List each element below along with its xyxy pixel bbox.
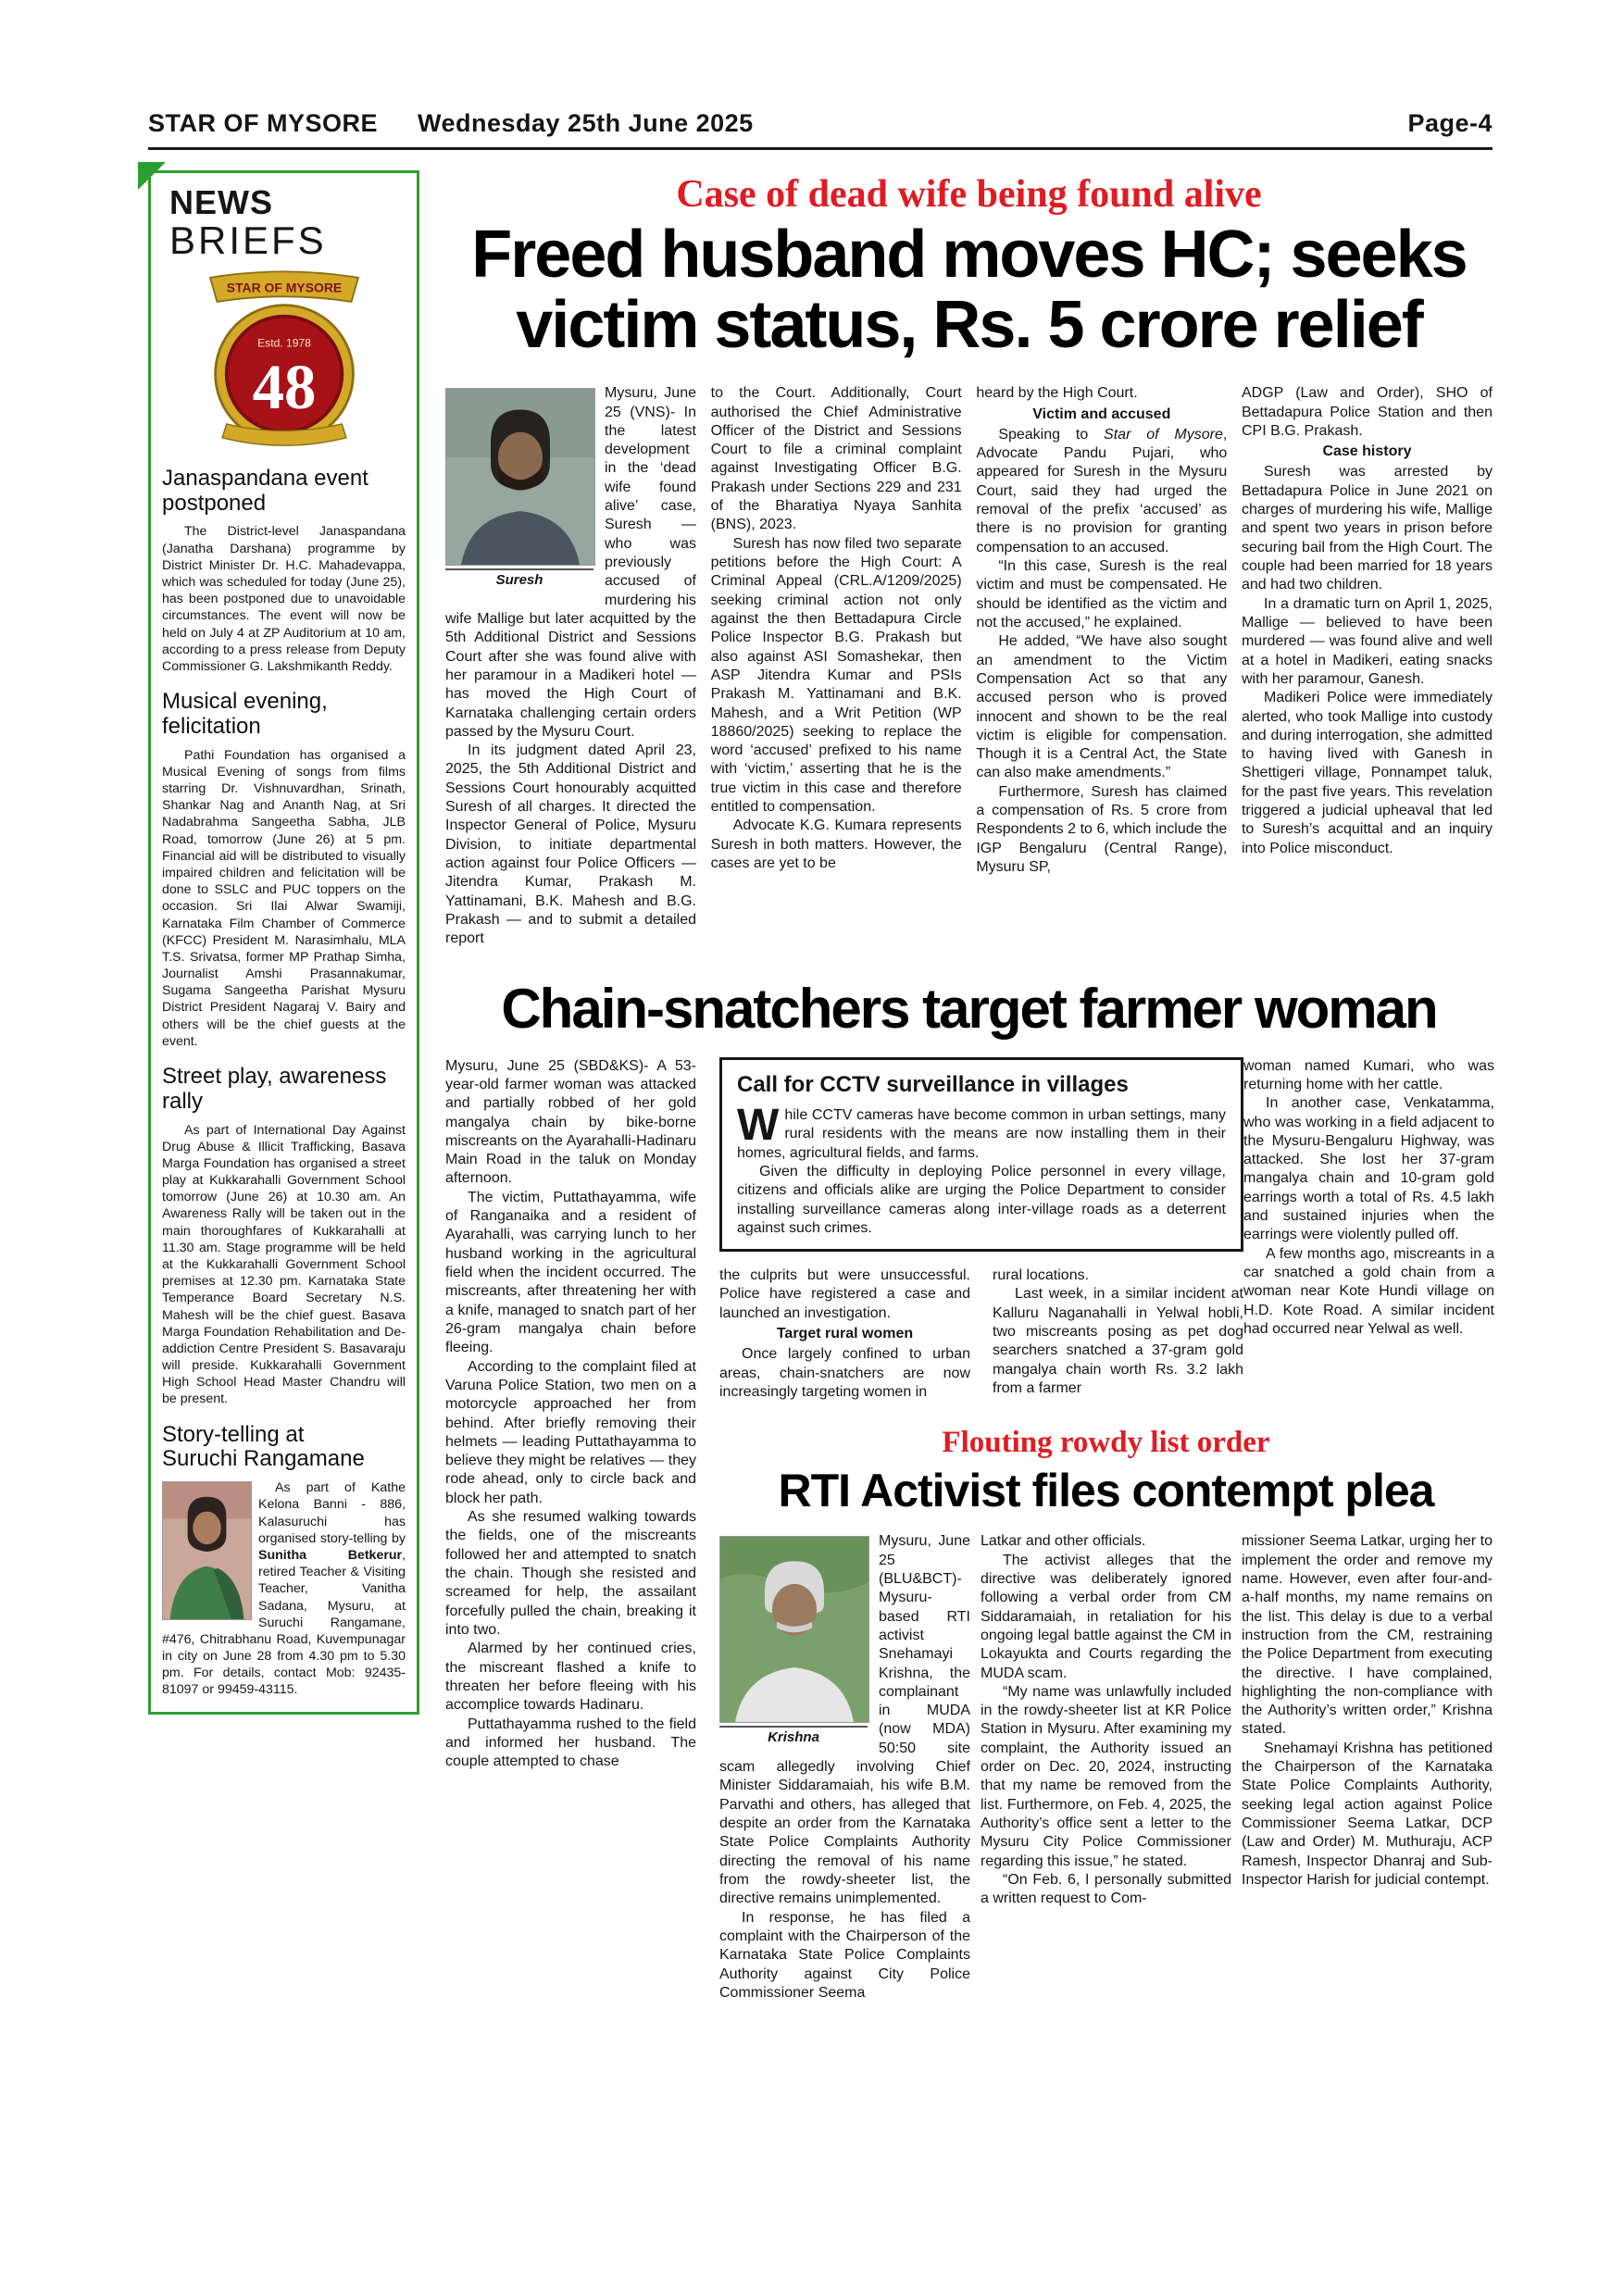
paragraph: heard by the High Court. — [976, 385, 1138, 402]
storyteller-photo — [162, 1481, 252, 1620]
article-chain-snatchers — [445, 977, 1493, 2003]
paragraph: The activist alleges that the directive was deliberately ignored following a verbal order from CM Siddaramaiah, in retaliation for his ongoing legal battle against the CM in Lokayukta and Courts regarding the MUDA scam. — [981, 1552, 1231, 1681]
main-column — [445, 170, 1493, 2003]
paragraph: Mysuru, June 25 (SBD&KS)- A 53-year-old farmer woman was attacked and partially robbed of her gold mangalya chain by bike-borne miscreants on the Ayarahalli-Hadinaru Main Road in the taluk on Monday afternoon. — [445, 1057, 696, 1187]
paragraph: “On Feb. 6, I personally submitted a written request to Com- — [981, 1871, 1231, 1907]
paragraph: Alarmed by her continued cries, the miscreant flashed a knife to threaten her before fleeing with his accomplice towards Hadinaru. — [445, 1641, 696, 1714]
paragraph: The victim, Puttathayamma, wife of Ranganaika and a resident of Ayarahalli, was carrying lunch to her husband working in the agricultural field when the incident occurred. The miscreants, after threatening her with a knife, managed to snatch part of her 26-gram mangalya chain before fleeing. — [445, 1189, 696, 1356]
logo-ribbon-text: STAR OF MYSORE — [226, 280, 342, 295]
article3-col1 — [719, 1532, 970, 2003]
paper-name-italic: Star of Mysore — [1104, 426, 1223, 443]
article1-kicker: Case of dead wife being found alive — [676, 173, 1262, 216]
article3-headline: RTI Activist files contempt plea — [778, 1465, 1434, 1517]
krishna-photo-block — [719, 1536, 868, 1746]
paragraph: In its judgment dated April 23, 2025, the 5th Additional District and Sessions Court honourably acquitted Suresh of all charges. It directed the Inspector General of Police, Mysuru Division, to initiate departmental action against four Police Officers — Jitendra Kumar, Prakash M. Yattinamani, B.K. Mahesh and B.G. Prakash — and to submit a detailed report — [445, 742, 696, 947]
article2-mid-left-continued — [719, 1345, 970, 1402]
paragraph: According to the complaint filed at Varuna Police Station, two men on a motorcycle approached her from behind. After briefly removing their helmets — leading Puttathayamma to believe they might be relatives — they rode ahead, only to circle back and block her path. — [445, 1358, 696, 1506]
paragraph: “In this case, Suresh is the real victim and must be compensated. He should be identified as the victim and not the accused,” he explained. — [976, 558, 1228, 630]
article-freed-husband — [445, 172, 1493, 949]
brief-heading — [162, 1423, 406, 1473]
article1-col3-continued — [976, 557, 1227, 877]
article2-right-col — [1243, 1057, 1494, 1403]
brief-heading-line2: Suruchi Rangamane — [162, 1446, 365, 1472]
masthead-date: Wednesday 25th June 2025 — [418, 109, 754, 137]
subhead-victim-and-accused: Victim and accused — [1032, 406, 1171, 422]
brief-body — [162, 747, 406, 1050]
article3-col2 — [981, 1532, 1231, 2003]
paragraph: Pathi Foundation has organised a Musical Evening of songs from films starring Dr. Vishnuvardhan, Srinath, Shankar Nag and Ananth Nag, at Sri Nadabrahma Sangeetha Sabha, JLB Road, tomorrow (June 26) at 5 pm. Financial aid will be distributed to visually impaired children and felicitation will be done to SSLC and PUC toppers on the occasion. Sri Ilai Alwar Swamiji, Karnataka Film Chamber of Commerce (KFCC) President M. Narasimhalu, MLA T.S. Srivatsa, former MP Prathap Simha, Journalist Amshi Prasannakumar, Sugama Sangeetha Parishat Mysuru District President Nagaraj V. Bairy and others will be the chief guests at the event. — [162, 747, 406, 1049]
cctv-callout-box — [719, 1057, 1243, 1253]
paragraph: Latkar and other officials. — [981, 1533, 1146, 1550]
article1-headline: Freed husband moves HC; seeks victim status, Rs. 5 crore relief — [471, 218, 1467, 362]
paragraph: woman named Kumari, who was returning home with her cattle. — [1243, 1057, 1494, 1092]
article2-col1 — [445, 1057, 696, 2003]
masthead-page-number: Page-4 — [1407, 109, 1493, 137]
brief-item-storytelling — [162, 1423, 406, 1699]
brief-item-musical-evening — [162, 690, 406, 1050]
paragraph: Furthermore, Suresh has claimed a compensation of Rs. 5 crore from Respondents 2 to 6, which include the IGP Bengaluru (Central Range), Mysuru SP, — [976, 783, 1228, 875]
masthead-paper-name: STAR OF MYSORE — [148, 109, 379, 137]
star-of-mysore-logo — [198, 264, 370, 452]
paragraph: Suresh has now filed two separate petitions before the High Court: A Criminal Appeal (CRL.A/1209/2025) seeking criminal action not only against the then Bettadapura Circle Police Inspector B.G. Prakash but also against ASI Somashekar, then ASP Jitendra Kumar and PSIs Prakash M. Yattinamani and B.K. Mahesh, and a Writ Petition (WP 18860/2025) seeking to replace the word ‘accused’ prefixed to his name with ‘victim,’ asserting that he is the true victim in this case and therefore entitled to compensation. — [710, 535, 962, 816]
paragraph: the culprits but were unsuccessful. Police have registered a case and launched an investigation. — [719, 1267, 970, 1321]
article2-headline: Chain-snatchers target farmer woman — [501, 977, 1437, 1040]
subhead-case-history: Case history — [1322, 443, 1412, 460]
subhead-target-rural-women: Target rural women — [776, 1326, 914, 1342]
brief-heading: Street play, awareness rally — [162, 1063, 387, 1114]
paragraph: to the Court. Additionally, Court authorised the Chief Administrative Officer of the District and Sessions Court to file a criminal complaint against Investigating Officer B.G. Prakash under Sections 229 and 231 of the Bharatiya Nyaya Sanhita (BNS), 2023. — [710, 385, 962, 533]
paragraph: In response, he has filed a complaint with the Chairperson of the Karnataka State Police Complaints Authority against City Police Commissioner Seema — [719, 1909, 970, 2001]
news-briefs-panel — [148, 170, 419, 1715]
brief-paragraph: As part of Kathe Kelona Banni - 886, Kalasuruchi has organised story-telling by Sunitha Betkerur, retired Teacher & Visiting Teacher, Vanitha Sadana, Mysuru, at Suruchi Rangamane, #476, Chitrabhanu Road, Kuvempunagar in city on June 28 from 4.30 pm to 5.30 pm. For details, contact Mob: 92435-81097 or 99459-43115. — [162, 1480, 406, 1698]
paragraph: Advocate K.G. Kumara represents Suresh in both matters. However, the cases are yet to be — [710, 817, 962, 871]
paragraph: Suresh was arrested by Bettadapura Police in June 2021 on charges of murdering his wife, Mallige and spent two years in prison before securing bail from the High Court. The couple had been married for 18 years and had two children. — [1241, 464, 1493, 593]
brief-body — [162, 1122, 406, 1408]
brief-heading: Janaspandana event postponed — [162, 465, 369, 516]
paragraph: rural locations. — [993, 1267, 1090, 1284]
suresh-photo — [445, 388, 595, 566]
paragraph: Madikeri Police were immediately alerted, who took Mallige into custody and during interrogation, she admitted to having lived with Ganesh in Shettigeri village, Ponnampet taluk, for the past five years. This revelation triggered a judicial upheaval that led to Suresh’s acquittal and an inquiry into Police misconduct. — [1241, 690, 1493, 856]
masthead-rule — [148, 147, 1493, 150]
paragraph: Once largely confined to urban areas, chain-snatchers are now increasingly targeting women in — [719, 1346, 970, 1401]
paragraph: Speaking to Star of Mysore, Advocate Pandu Pujari, who appeared for Suresh in the Mysuru Court, said they had urged the removal of the prefix ‘accused’ as there is no provision for granting compensation to an accused. — [976, 426, 1228, 555]
krishna-photo — [719, 1536, 869, 1723]
article1-col1 — [445, 384, 696, 948]
article1-col2 — [711, 384, 962, 948]
cctv-box-title: Call for CCTV surveillance in villages — [737, 1071, 1129, 1097]
news-briefs-title-briefs: BRIEFS — [169, 218, 327, 262]
paragraph: Mysuru, June 25 (VNS)- In the latest development in the ‘dead wife found alive’ case, Suresh — who was previously accused of murdering his wife Mallige but later acquitted by the 5th Additional District and Sessions Court after she was found alive with her paramour in a Madikeri hotel — has moved the High Court of Karnataka challenging certain orders passed by the Mysuru Court. — [445, 385, 696, 740]
suresh-photo-block — [445, 388, 593, 589]
brief-body — [162, 523, 406, 675]
brief-heading-line1: Story-telling at — [162, 1421, 305, 1447]
article2-mid-right-col — [993, 1267, 1243, 1402]
paragraph: “My name was unlawfully included in the rowdy-sheeter list at KR Police Station in Mysuru. After examining my complaint, the Authority issued an order on Dec. 20, 2024, instructing that my name be removed from the list. Furthermore, on Feb. 4, 2025, the Authority’s office sent a letter to the Mysuru City Police Commissioner regarding this issue,” he stated. — [981, 1683, 1231, 1869]
paragraph: As she resumed walking towards the fields, one of the miscreants followed her and attempted to snatch the chain. Though she resisted and screamed for help, the assailant forcefully pulled the chain, breaking it into two. — [445, 1509, 696, 1638]
paragraph: ADGP (Law and Order), SHO of Bettadapura Police Station and then CPI B.G. Prakash. — [1241, 385, 1493, 439]
krishna-photo-caption: Krishna — [719, 1726, 868, 1746]
article3-kicker: Flouting rowdy list order — [942, 1426, 1270, 1460]
news-briefs-title-news: NEWS — [169, 183, 273, 221]
paragraph: The District-level Janaspandana (Janatha Darshana) programme by District Minister Dr. H.C. Mahadevappa, which was scheduled for today (June 25), has been postponed due to unavoidable circumstances. The event will now be held on July 4 at ZP Auditorium at 10 am, according to a press release from Deputy Commissioner G. Lakshmikanth Reddy. — [162, 524, 406, 674]
paragraph: Given the difficulty in deploying Police personnel in every village, citizens and officials alike are urging the Police Department to consider installing surveillance cameras along inter-village roads as a deterrent against such crimes. — [737, 1163, 1226, 1236]
paragraph: A few months ago, miscreants in a car snatched a gold chain from a woman near Kote Hundi village on H.D. Kote Road. A similar incident had occurred near Yelwal as well. — [1243, 1245, 1494, 1337]
logo-estd-text: Estd. 1978 — [256, 336, 311, 350]
article1-col4 — [1242, 384, 1493, 948]
paragraph: As part of International Day Against Drug Abuse & Illicit Trafficking, Basava Marga Foundation has organised a street play at Kukkarahalli Government School tomorrow (June 26) at 10.30 am. An Awareness Rally will be taken out in the main thoroughfares of Kukkarahalli at 11.30 am. Stage programme will be held at the Kukkarahalli Government School premises at 12.30 pm. Karnataka State Temperance Board Secretary N.S. Mahesh will be the chief guest. Basava Marga Foundation Rehabilitation and De-addiction Centre President S. Basavaraju will preside. Kukkarahalli Government High School Head Master Chandru will be present. — [162, 1122, 406, 1407]
paragraph: In another case, Venkatamma, who was working in a field adjacent to the Mysuru-Bengaluru Highway, was attacked. She lost her 37-gram mangalya chain and 10-gram gold earrings worth a total of Rs. 4.5 lakh and sustained injuries when the earrings were violently pulled off. — [1243, 1095, 1494, 1243]
paragraph: In a dramatic turn on April 1, 2025, Mallige — believed to have been murdered — was found alive and well at a hotel in Madikeri, eating snacks with her paramour, Ganesh. — [1241, 595, 1493, 687]
paragraph: Puttathayamma rushed to the field and informed her husband. The couple attempted to chase — [445, 1716, 696, 1770]
suresh-photo-caption: Suresh — [445, 568, 593, 589]
article3-col3 — [1242, 1532, 1493, 2003]
paragraph: He added, “We have also sought an amendment to the Victim Compensation Act so that any accused person who is proved innocent and shown to be the real victim is eligible for compensation. Though it is a Central Act, the State can also make amendments.” — [976, 633, 1228, 781]
paragraph: Last week, in a similar incident at Kalluru Naganahalli in Yelwal hobli, two miscreants posing as pet dog searchers snatched a 37-gram gold mangalya chain worth Rs. 3.2 lakh from a farmer — [993, 1286, 1243, 1397]
article1-col3 — [976, 384, 1227, 948]
article1-col4-continued — [1242, 463, 1493, 858]
logo-anniversary-number: 48 — [252, 352, 316, 423]
brief-item-janaspandana — [162, 467, 406, 675]
paragraph: While CCTV cameras have become common in urban settings, many rural residents with the means are now installing them in their homes, agricultural fields, and farms. — [737, 1100, 1226, 1161]
article-rti-activist — [719, 1426, 1493, 2003]
brief-heading: Musical evening, felicitation — [162, 689, 328, 739]
masthead — [148, 109, 1493, 138]
storyteller-name: Sunitha Betkerur — [258, 1547, 403, 1563]
paragraph: missioner Seema Latkar, urging her to implement the order and remove my name. However, even after four-and-a-half months, my name remains on the list. This delay is due to a verbal instruction from the CM, restraining the Police Department from executing the directive. I have complained, highlighting the non-compliance with the Authority’s written order,” Krishna stated. — [1242, 1533, 1493, 1738]
brief-item-street-play — [162, 1065, 406, 1408]
paragraph: Snehamayi Krishna has petitioned the Chairperson of the Karnataka State Police Complaints Authority, seeking legal action against Police Commissioner Seema Latkar, DCP (Law and Order) M. Muthuraju, ACP Ramesh, Inspector Dhanraj and Sub-Inspector Harish for judicial contempt. — [1242, 1740, 1493, 1888]
dropcap-w: W — [737, 1100, 780, 1150]
paragraph: Mysuru, June 25 (BLU&BCT)- Mysuru-based RTI activist Snehamayi Krishna, the complainant in MUDA (now MDA) 50:50 site scam allegedly involving Chief Minister Siddaramaiah, his wife B.M. Parvathi and others, has alleged that despite an order from the Karnataka State Police Complaints Authority directing the removal of his name from the rowdy-sheeter list, the directive remains unimplemented. — [719, 1533, 970, 1907]
article2-mid-left-col — [719, 1267, 970, 1402]
